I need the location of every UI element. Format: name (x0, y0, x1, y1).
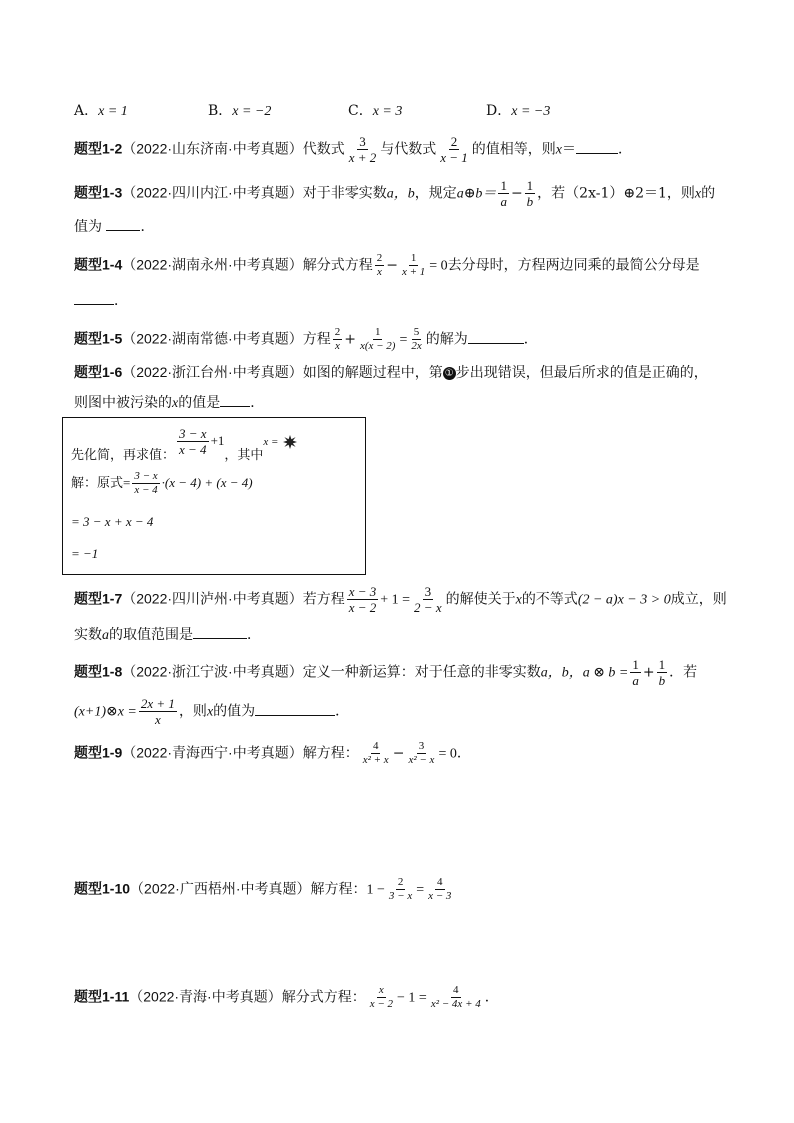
stain-icon (283, 435, 297, 449)
question-1-7: 题型1-7（2022·四川泸州·中考真题）若方程 $\frac{x - 3}{x - 2}$ + 1 = $\frac{3}{2 - x}$ 的解使关于x的不等式(2 − a)x − 3 > 0成立，则 (74, 584, 727, 615)
option-a: A．x = 1 (74, 103, 128, 119)
answer-blank[interactable] (220, 392, 250, 407)
answer-blank[interactable] (106, 216, 140, 231)
option-b: B．x = −2 (208, 103, 272, 119)
question-1-4: 题型1-4（2022·湖南永州·中考真题）解分式方程 $\frac{2}{x}$ − $\frac{1}{x + 1}$ = 0去分母时，方程两边同乘的最简公分母是 (74, 252, 700, 278)
option-d: D．x = −3 (486, 103, 551, 119)
question-1-6: 题型1-6（2022·浙江台州·中考真题）如图的解题过程中，第 ① 步出现错误，但最后所求的值是正确的， (74, 364, 708, 381)
box-row-2: 解：原式= $\frac{3 - x}{x - 4}$ ·(x − 4) + (x − 4) (71, 470, 253, 496)
question-1-10: 题型1-10（2022·广西梧州·中考真题）解方程：1 − $\frac{2}{3 - x}$ = $\frac{4}{x - 3}$ (74, 876, 452, 902)
answer-blank[interactable] (193, 624, 247, 639)
solution-box (62, 417, 366, 575)
question-1-3: 题型1-3（2022·四川内江·中考真题）对于非零实数a，b，规定a⊕b＝ $\frac{1}{a}$ − $\frac{1}{b}$ ，若（2x-1）⊕2＝1，则x的 (74, 178, 716, 209)
question-1-7-line2: 实数a的取值范围是 ． (74, 624, 261, 646)
question-1-4-line2: ． (74, 290, 128, 311)
box-row-4: = −1 (71, 546, 99, 561)
answer-blank[interactable] (255, 701, 335, 716)
box-row-3: = 3 − x + x − 4 (71, 514, 154, 529)
answer-blank[interactable] (468, 329, 524, 344)
question-1-11: 题型1-11（2022·青海·中考真题）解分式方程： $\frac{x}{x - 2}$ − 1 = $\frac{4}{\text{x² − 4x + 4}}$ ． (74, 984, 499, 1010)
option-c: C．x = 3 (348, 103, 403, 119)
question-1-5: 题型1-5（2022·湖南常德·中考真题）方程 $\frac{2}{x}$ + $\frac{1}{x(x - 2)}$ = $\frac{5}{2x}$ 的解为 ． (74, 326, 538, 352)
box-row-1: 先化简，再求值： $\frac{3 - x}{x - 4}$ +1，其中x = (71, 426, 297, 457)
answer-blank[interactable] (576, 139, 618, 154)
question-1-8: 题型1-8（2022·浙江宁波·中考真题）定义一种新运算：对于任意的非零实数a，b，a ⊗ b = $\frac{1}{a}$ + $\frac{1}{b}$ ．若 (74, 657, 698, 688)
question-1-6-line2: 则图中被污染的x的值是 ． (74, 392, 264, 414)
question-1-3-line2: 值为 ． (74, 216, 154, 237)
question-1-8-line2: (x+1)⊗x = $\frac{2x + 1}{x}$ ，则x的值为 ． (74, 696, 350, 727)
answer-blank[interactable] (74, 290, 114, 305)
question-1-2: 题型1-2（2022·山东济南·中考真题）代数式 $\frac{3}{x + 2}$ 与代数式 $\frac{2}{x - 1}$ 的值相等，则x＝ ． (74, 134, 633, 165)
question-1-9: 题型1-9（2022·青海西宁·中考真题）解方程： $\frac{4}{\text{x² + x}}$ − $\frac{3}{\text{x² − x}}$ = 0． (74, 740, 471, 766)
step-marker: ① (443, 367, 456, 380)
